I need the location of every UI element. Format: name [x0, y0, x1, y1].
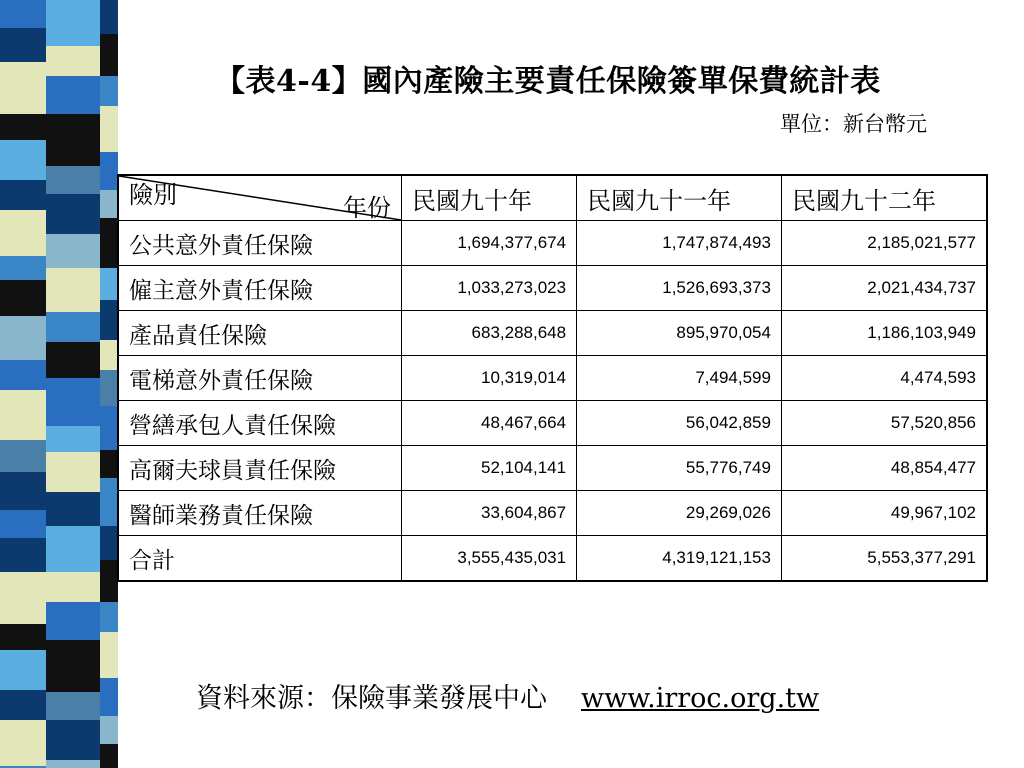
stripe-segment: [46, 760, 100, 768]
table-row: [118, 311, 987, 356]
stripe-segment: [100, 632, 118, 678]
diagonal-header-cell: [118, 175, 402, 221]
stripe-segment: [0, 538, 46, 572]
stripe-segment: [0, 690, 46, 720]
stripe-segment: [0, 650, 46, 690]
stripe-segment: [0, 440, 46, 472]
stripe-segment: [46, 720, 100, 760]
stripe-segment: [100, 478, 118, 526]
stripe-segment: [100, 300, 118, 340]
stripe-segment: [0, 28, 46, 62]
source-link[interactable]: www.irroc.org.tw: [581, 683, 820, 714]
year-header-91: 民國九十一年: [577, 175, 782, 221]
stripe-column-1: [0, 0, 46, 768]
stripe-segment: [46, 572, 100, 602]
stripe-segment: [46, 426, 100, 452]
stripe-segment: [46, 452, 100, 492]
stripe-segment: [100, 526, 118, 560]
stripe-segment: [100, 716, 118, 744]
value-cell: 56,042,859: [577, 401, 782, 446]
value-cell: 55,776,749: [577, 446, 782, 491]
value-cell: 1,694,377,674: [402, 221, 577, 266]
stripe-segment: [100, 0, 118, 34]
stripe-segment: [46, 692, 100, 720]
year-axis-label: 年份: [343, 194, 391, 222]
page-title: 【表4-4】國內產險主要責任保險簽單保費統計表: [215, 64, 881, 99]
table-total-row: [118, 536, 987, 582]
value-cell: 1,747,874,493: [577, 221, 782, 266]
stripe-segment: [100, 744, 118, 768]
stripe-segment: [100, 190, 118, 218]
stripe-segment: [100, 406, 118, 450]
stripe-segment: [0, 572, 46, 624]
row-label: 營繕承包人責任保險: [118, 401, 402, 446]
stripe-segment: [100, 602, 118, 632]
stripe-segment: [100, 34, 118, 76]
total-value-cell: 5,553,377,291: [781, 536, 987, 582]
stripe-segment: [0, 316, 46, 360]
stripe-segment: [100, 268, 118, 300]
value-cell: 49,967,102: [781, 491, 987, 536]
stripe-segment: [46, 76, 100, 114]
value-cell: 48,854,477: [781, 446, 987, 491]
value-cell: 895,970,054: [577, 311, 782, 356]
stripe-segment: [46, 312, 100, 342]
stripe-segment: [0, 114, 46, 140]
table-row: [118, 446, 987, 491]
stripe-segment: [0, 510, 46, 538]
row-label: 高爾夫球員責任保險: [118, 446, 402, 491]
stripe-segment: [46, 194, 100, 234]
stripe-segment: [46, 234, 100, 268]
year-header-92: 民國九十二年: [781, 175, 987, 221]
stripe-segment: [0, 210, 46, 256]
row-label: 醫師業務責任保險: [118, 491, 402, 536]
table-row: [118, 356, 987, 401]
value-cell: 683,288,648: [402, 311, 577, 356]
table-row: [118, 221, 987, 266]
value-cell: 33,604,867: [402, 491, 577, 536]
stripe-segment: [100, 106, 118, 152]
stripe-segment: [100, 76, 118, 106]
table-row: [118, 401, 987, 446]
table-header-row: [118, 175, 987, 221]
row-label: 電梯意外責任保險: [118, 356, 402, 401]
stripe-segment: [46, 378, 100, 426]
total-value-cell: 3,555,435,031: [402, 536, 577, 582]
stripe-segment: [0, 624, 46, 650]
stripe-segment: [0, 360, 46, 390]
stripe-segment: [46, 0, 100, 46]
stripe-segment: [0, 472, 46, 510]
value-cell: 7,494,599: [577, 356, 782, 401]
stripe-segment: [100, 450, 118, 478]
stripe-segment: [46, 526, 100, 572]
stripe-segment: [46, 46, 100, 76]
stripe-segment: [100, 218, 118, 268]
row-label: 僱主意外責任保險: [118, 266, 402, 311]
stripe-column-3: [100, 0, 118, 768]
stripe-segment: [46, 268, 100, 312]
stripe-segment: [100, 340, 118, 370]
stripe-segment: [0, 256, 46, 280]
value-cell: 29,269,026: [577, 491, 782, 536]
stripe-segment: [0, 390, 46, 440]
stripe-segment: [0, 720, 46, 766]
stripe-segment: [46, 640, 100, 692]
decorative-stripe-bar: [0, 0, 118, 768]
stripe-segment: [100, 152, 118, 190]
stripe-column-2: [46, 0, 100, 768]
stripe-segment: [100, 678, 118, 716]
stripe-segment: [0, 140, 46, 180]
row-label: 產品責任保險: [118, 311, 402, 356]
source-label: 資料來源：保險事業發展中心: [196, 683, 547, 714]
value-cell: 57,520,856: [781, 401, 987, 446]
source-line: [196, 676, 819, 715]
stripe-segment: [0, 62, 46, 114]
stripe-segment: [0, 280, 46, 316]
type-axis-label: 險別: [129, 181, 177, 209]
table-row: [118, 266, 987, 311]
value-cell: 10,319,014: [402, 356, 577, 401]
total-label: 合計: [118, 536, 402, 582]
stripe-segment: [0, 180, 46, 210]
stripe-segment: [46, 166, 100, 194]
stripe-segment: [46, 114, 100, 166]
value-cell: 1,186,103,949: [781, 311, 987, 356]
value-cell: 1,526,693,373: [577, 266, 782, 311]
value-cell: 4,474,593: [781, 356, 987, 401]
value-cell: 48,467,664: [402, 401, 577, 446]
table-row: [118, 491, 987, 536]
value-cell: 2,185,021,577: [781, 221, 987, 266]
stripe-segment: [100, 370, 118, 406]
stripe-segment: [0, 0, 46, 28]
stripe-segment: [100, 560, 118, 602]
row-label: 公共意外責任保險: [118, 221, 402, 266]
stripe-segment: [46, 342, 100, 378]
unit-label: 單位：新台幣元: [780, 112, 927, 136]
premium-statistics-table: [117, 174, 988, 582]
stripe-segment: [46, 492, 100, 526]
year-header-90: 民國九十年: [402, 175, 577, 221]
total-value-cell: 4,319,121,153: [577, 536, 782, 582]
stripe-segment: [46, 602, 100, 640]
value-cell: 1,033,273,023: [402, 266, 577, 311]
value-cell: 2,021,434,737: [781, 266, 987, 311]
value-cell: 52,104,141: [402, 446, 577, 491]
